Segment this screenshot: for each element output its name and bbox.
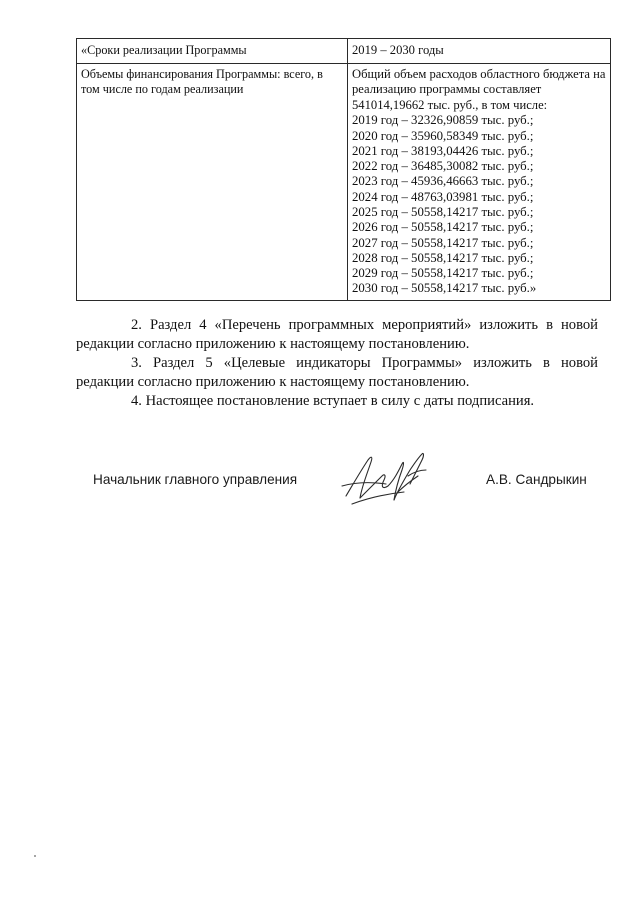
signatory-name: А.В. Сандрыкин <box>486 472 587 487</box>
funding-year-line: 2023 год – 45936,46663 тыс. руб.; <box>352 174 534 189</box>
table-cell-funding-value <box>348 64 611 301</box>
program-passport-table <box>76 38 611 301</box>
funding-year-line: 2020 год – 35960,58349 тыс. руб.; <box>352 128 534 143</box>
table-cell-term-value: 2019 – 2030 годы <box>348 39 611 64</box>
funding-year-line: 2029 год – 50558,14217 тыс. руб.; <box>352 266 534 281</box>
funding-year-line: 2021 год – 38193,04426 тыс. руб.; <box>352 143 534 158</box>
table-cell-funding-label: Объемы финансирования Программы: всего, в том числе по годам реализации <box>77 64 348 301</box>
paragraph-item-2: 2. Раздел 4 «Перечень программных мероприятий» изложить в новой редакции согласно приложению к настоящему постановлению. <box>76 317 598 352</box>
funding-year-line: 2022 год – 36485,30082 тыс. руб.; <box>352 159 534 174</box>
handwritten-signature-icon <box>338 446 438 508</box>
funding-year-line: 2026 год – 50558,14217 тыс. руб.; <box>352 220 534 235</box>
funding-year-line: 2028 год – 50558,14217 тыс. руб.; <box>352 250 534 265</box>
paragraph-item-3: 3. Раздел 5 «Целевые индикаторы Программы» изложить в новой редакции согласно приложению к настоящему постановлению. <box>76 355 598 390</box>
table-row <box>77 64 611 301</box>
table-cell-term-label: «Сроки реализации Программы <box>77 39 348 64</box>
scan-speck <box>34 855 36 857</box>
document-body <box>76 316 598 411</box>
funding-year-line: 2024 год – 48763,03981 тыс. руб.; <box>352 189 534 204</box>
table-row <box>77 39 611 64</box>
funding-year-line: 2025 год – 50558,14217 тыс. руб.; <box>352 205 534 219</box>
funding-year-line: 2027 год – 50558,14217 тыс. руб.; <box>352 235 534 250</box>
funding-year-line: 2019 год – 32326,90859 тыс. руб.; <box>352 113 534 128</box>
funding-year-line: 2030 год – 50558,14217 тыс. руб.» <box>352 281 537 296</box>
paragraph-item-4: 4. Настоящее постановление вступает в силу с даты подписания. <box>131 393 535 409</box>
funding-summary: Общий объем расходов областного бюджета на реализацию программы составляет 541014,19662 тыс. руб., в том числе: <box>352 67 606 112</box>
signatory-position: Начальник главного управления <box>93 472 298 487</box>
